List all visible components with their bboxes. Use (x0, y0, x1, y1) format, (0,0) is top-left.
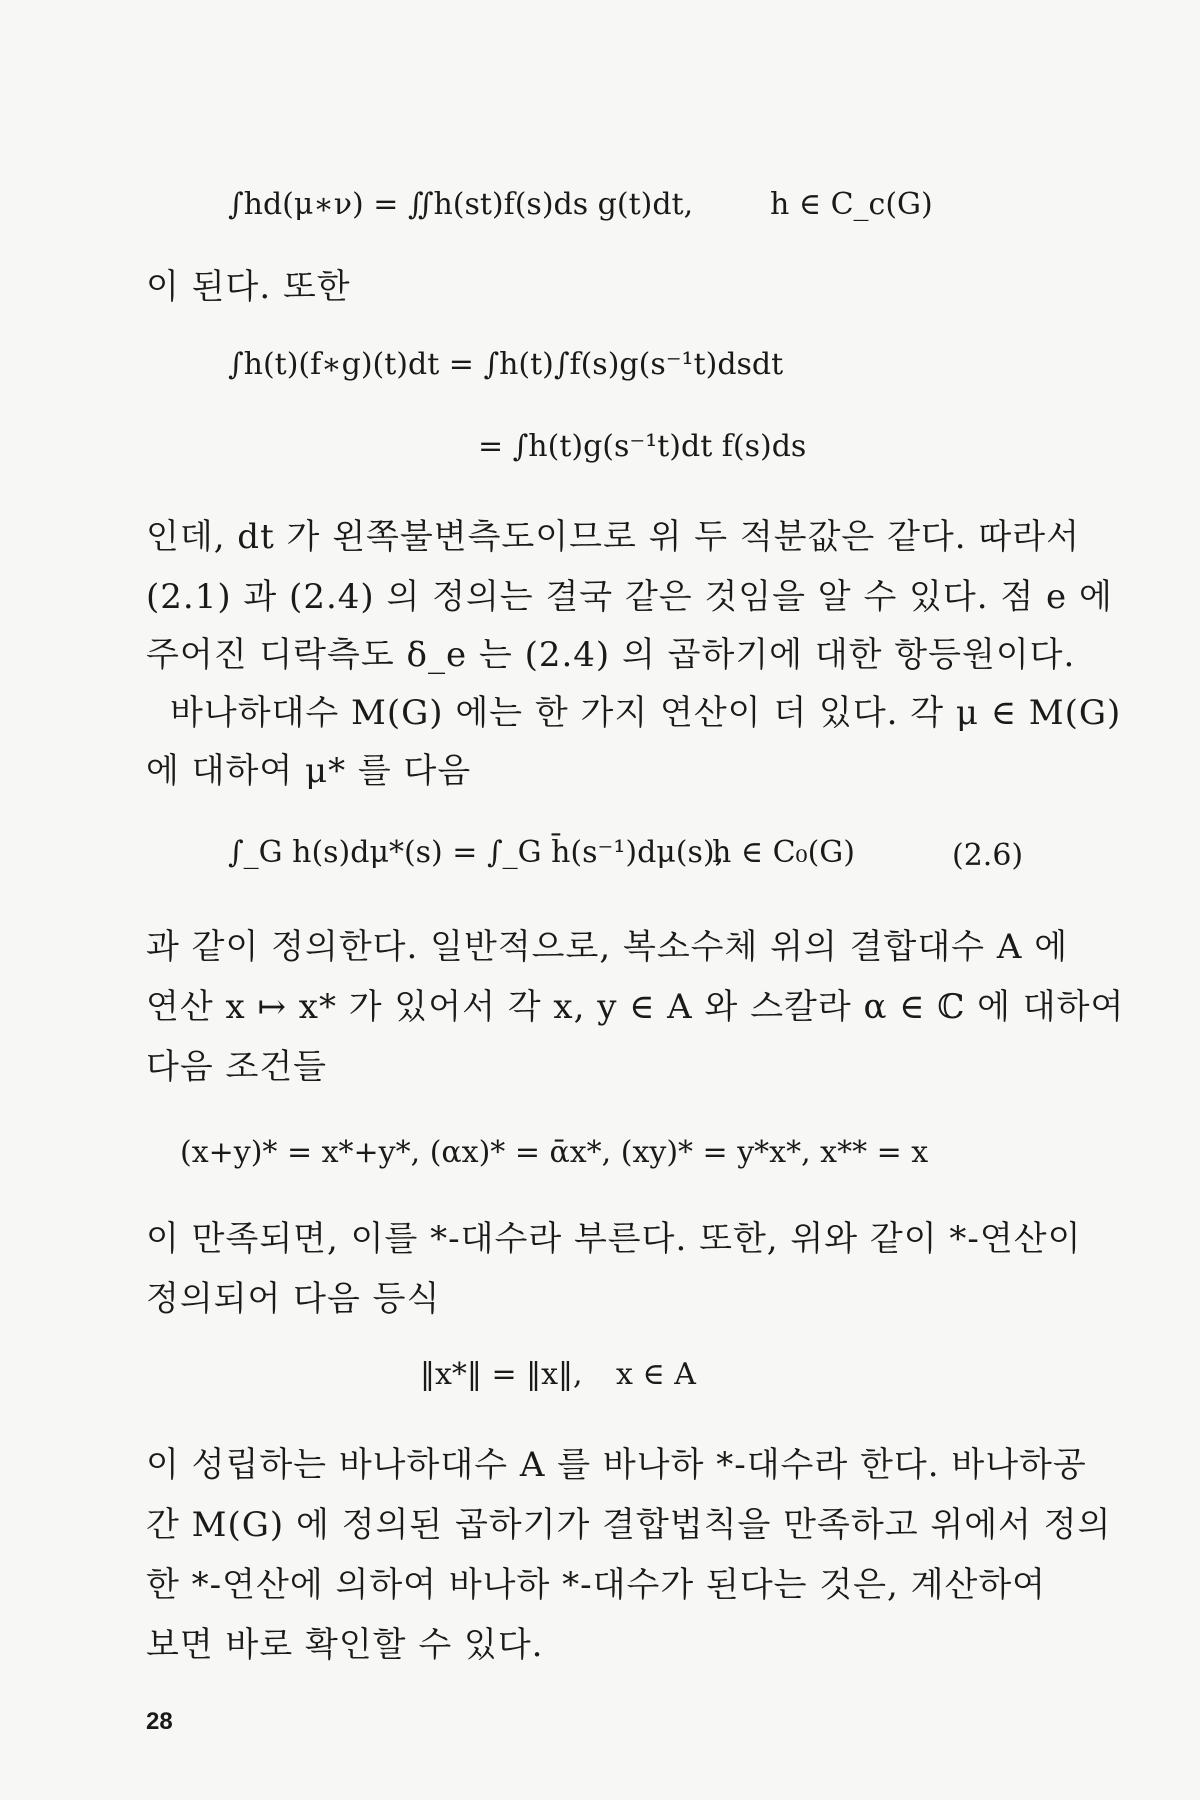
equation-text: ‖x*‖ = ‖x‖, (420, 1357, 583, 1392)
equation-star-axioms: (x+y)* = x*+y*, (αx)* = ᾱx*, (xy)* = y*x*, x** = x (180, 1135, 929, 1170)
paragraph-line: (2.1) 과 (2.4) 의 정의는 결국 같은 것임을 알 수 있다. 점 e 에 (146, 577, 1113, 617)
condition-text: h ∈ C_c(G) (770, 187, 933, 222)
equation-norm-identity (420, 1357, 583, 1392)
condition-text: x ∈ A (616, 1357, 696, 1392)
paragraph-line: 에 대하여 μ* 를 다음 (146, 751, 472, 791)
equation-condition (770, 187, 933, 222)
paragraph-line: 바나하대수 M(G) 에는 한 가지 연산이 더 있다. 각 μ ∈ M(G) (170, 693, 1122, 733)
equation-condition (712, 835, 855, 870)
equation-text: ∫h(t)(f∗g)(t)dt = ∫h(t)∫f(s)g(s⁻¹t)dsdt (228, 347, 784, 382)
condition-text: h ∈ C₀(G) (712, 835, 855, 870)
equation-text: ∫hd(μ∗ν) = ∬h(st)f(s)ds g(t)dt, (228, 187, 694, 222)
paragraph-line: 다음 조건들 (146, 1047, 328, 1087)
equation-convolution-functions-line2 (478, 429, 807, 464)
equation-convolution-functions (228, 347, 784, 382)
paragraph-line: 주어진 디락측도 δ_e 는 (2.4) 의 곱하기에 대한 항등원이다. (146, 635, 1076, 675)
equation-condition (616, 1357, 696, 1392)
equation-label: (2.6) (952, 838, 1024, 873)
paragraph-line: 보면 바로 확인할 수 있다. (146, 1625, 544, 1665)
paragraph-line: 과 같이 정의한다. 일반적으로, 복소수체 위의 결합대수 A 에 (146, 927, 1069, 967)
paragraph-line: 이 만족되면, 이를 *-대수라 부른다. 또한, 위와 같이 *-연산이 (146, 1219, 1082, 1259)
equation-convolution-measure (228, 187, 694, 222)
equation-text: ∫_G h(s)dμ*(s) = ∫_G h̄(s⁻¹)dμ(s), (228, 835, 725, 870)
equation-adjoint-measure (228, 835, 725, 870)
paragraph-line: 연산 x ↦ x* 가 있어서 각 x, y ∈ A 와 스칼라 α ∈ ℂ 에 대하여 (146, 987, 1125, 1027)
page-number: 28 (146, 1708, 173, 1735)
paragraph-line: 인데, dt 가 왼쪽불변측도이므로 위 두 적분값은 같다. 따라서 (146, 517, 1080, 557)
paragraph-line: 한 *-연산에 의하여 바나하 *-대수가 된다는 것은, 계산하여 (146, 1565, 1047, 1605)
paragraph-line: 이 성립하는 바나하대수 A 를 바나하 *-대수라 한다. 바나하공 (146, 1445, 1087, 1485)
paragraph-line: 이 된다. 또한 (146, 267, 351, 307)
paragraph-line: 간 M(G) 에 정의된 곱하기가 결합법칙을 만족하고 위에서 정의 (146, 1505, 1112, 1545)
paragraph-line: 정의되어 다음 등식 (146, 1279, 441, 1319)
equation-text: = ∫h(t)g(s⁻¹t)dt f(s)ds (478, 429, 807, 464)
